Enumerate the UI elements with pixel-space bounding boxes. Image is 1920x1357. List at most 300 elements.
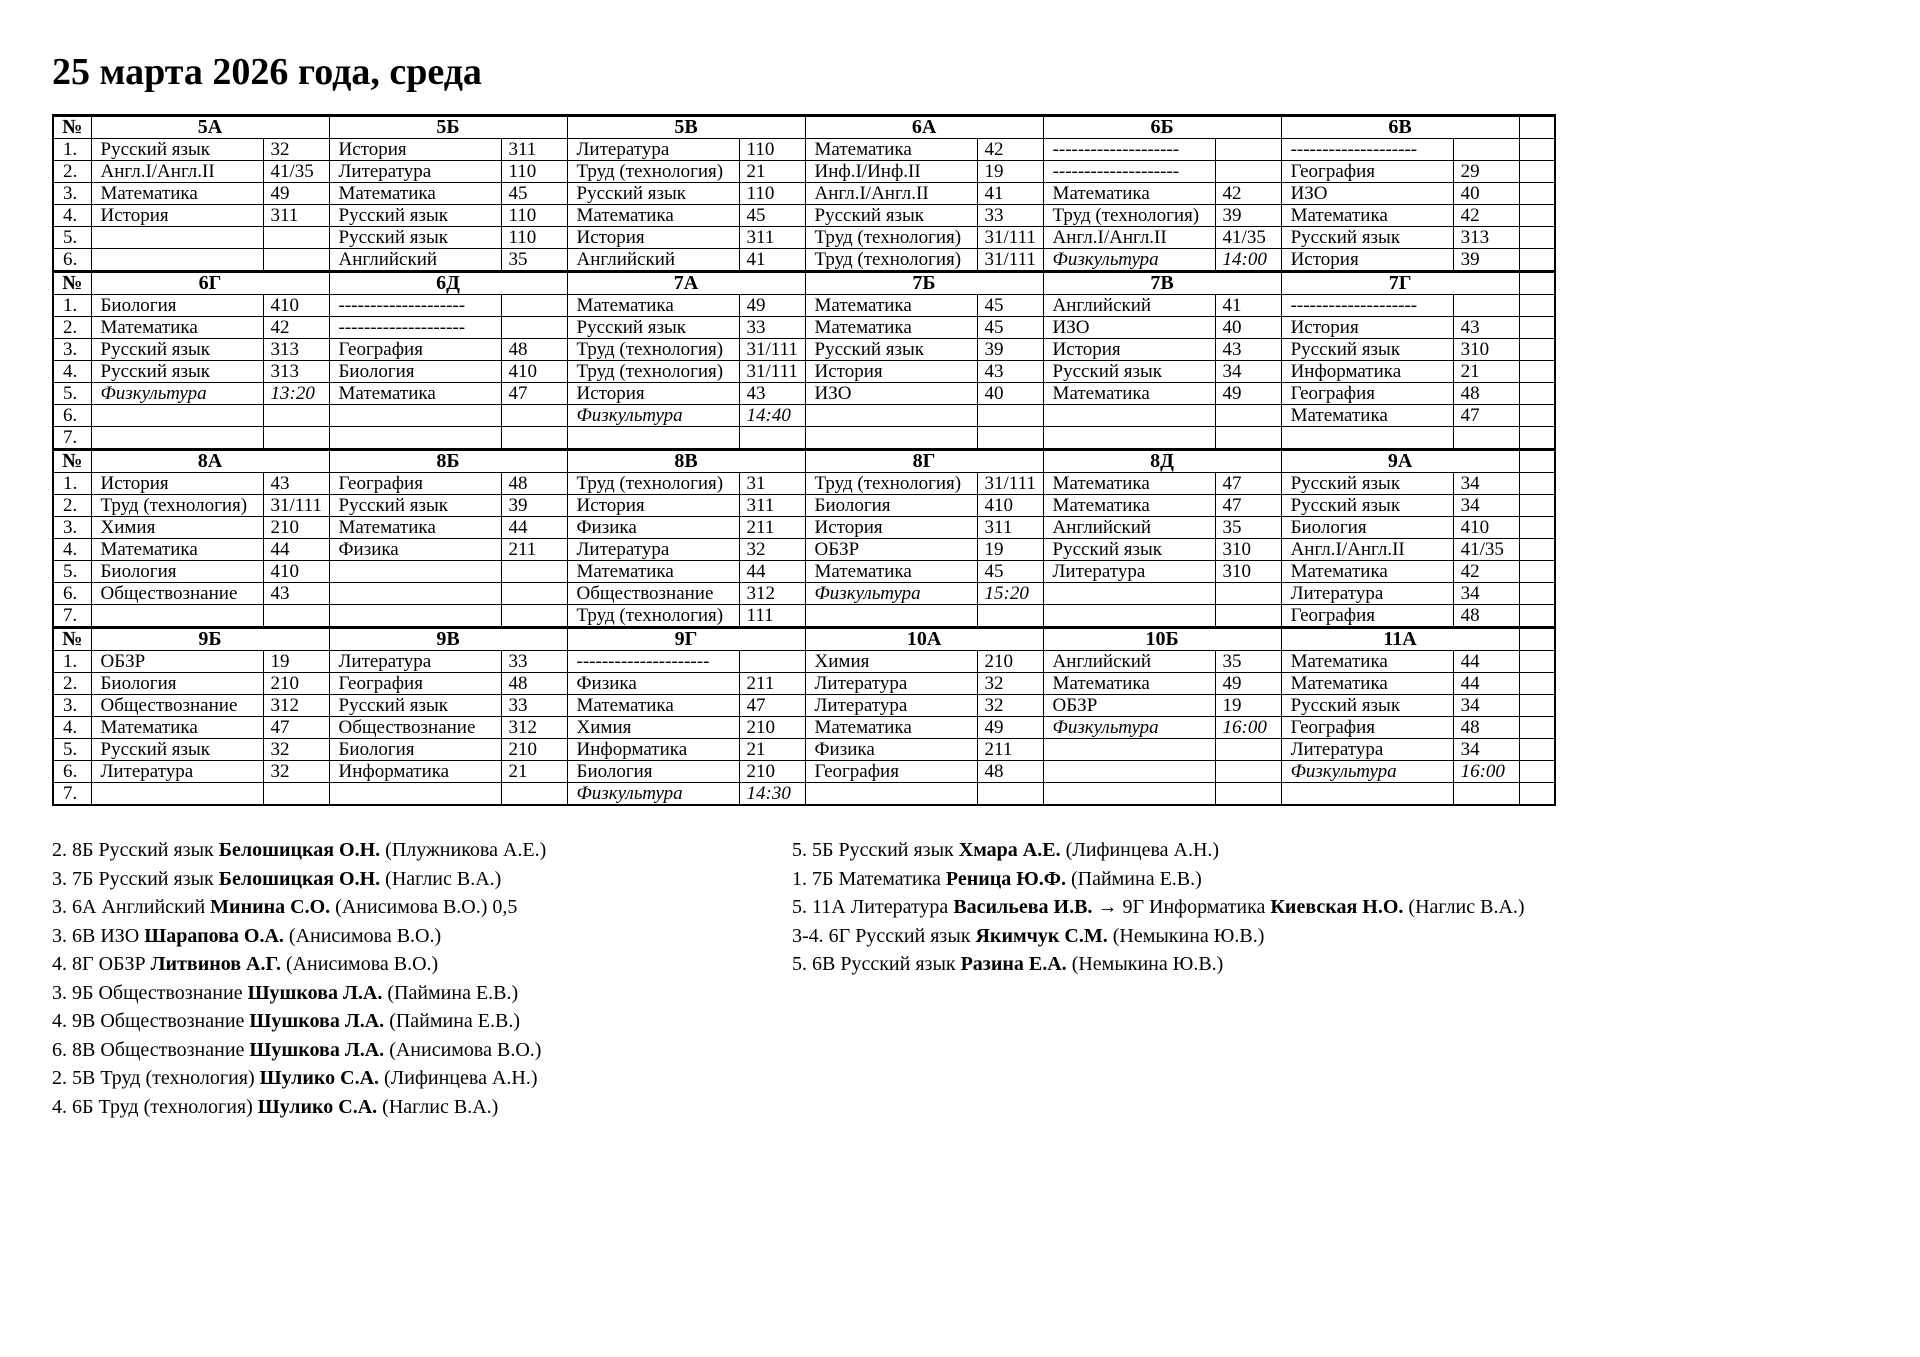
subject-cell: Труд (технология)	[805, 473, 977, 495]
subject-cell: --------------------	[329, 317, 501, 339]
subject-cell: Русский язык	[567, 317, 739, 339]
subject-cell: Английский	[1043, 651, 1215, 673]
class-header: 7А	[567, 272, 805, 295]
note-text: (Лифинцева А.Н.)	[1060, 839, 1220, 861]
note-text: 5. 6В Русский язык	[792, 953, 961, 975]
subject-cell: Литература	[329, 161, 501, 183]
subject-cell: Биология	[329, 361, 501, 383]
room-cell	[1215, 427, 1281, 450]
room-cell: 47	[1215, 495, 1281, 517]
subject-cell	[1043, 739, 1215, 761]
substitution-note	[52, 1093, 792, 1122]
room-cell: 19	[263, 651, 329, 673]
spare-cell	[1519, 405, 1555, 427]
lesson-number-header: №	[53, 628, 91, 651]
note-text: (Паймина Е.В.)	[384, 1010, 521, 1032]
teacher-name: Шарапова О.А.	[144, 924, 284, 947]
note-text: → 9Г Информатика	[1092, 896, 1271, 918]
subject-cell: Информатика	[1281, 361, 1453, 383]
subject-cell: Математика	[91, 539, 263, 561]
subject-cell: История	[567, 227, 739, 249]
subject-cell: Труд (технология)	[805, 249, 977, 272]
note-text: (Наглис В.А.)	[1403, 896, 1525, 918]
room-cell	[263, 783, 329, 806]
subject-cell: Русский язык	[329, 695, 501, 717]
subject-cell: Физкультура	[1043, 249, 1215, 272]
subject-cell: Химия	[91, 517, 263, 539]
spare-cell	[1519, 673, 1555, 695]
subject-cell: Труд (технология)	[567, 473, 739, 495]
spare-cell	[1519, 295, 1555, 317]
class-header: 8В	[567, 450, 805, 473]
room-cell: 210	[263, 517, 329, 539]
subject-cell: Физика	[567, 517, 739, 539]
subject-cell: Математика	[329, 517, 501, 539]
subject-cell: Математика	[91, 717, 263, 739]
room-cell: 48	[977, 761, 1043, 783]
subject-cell: Физкультура	[1281, 761, 1453, 783]
room-cell: 45	[977, 295, 1043, 317]
room-cell: 211	[739, 673, 805, 695]
room-cell: 32	[263, 761, 329, 783]
lesson-number: 3.	[53, 183, 91, 205]
room-cell: 41/35	[263, 161, 329, 183]
teacher-name: Шулико С.А.	[259, 1067, 380, 1089]
note-text: 1. 7Б Математика	[792, 867, 946, 890]
room-cell: 34	[1453, 695, 1519, 717]
room-cell: 21	[501, 761, 567, 783]
teacher-name: Шушкова Л.А.	[249, 1010, 385, 1032]
room-cell: 44	[263, 539, 329, 561]
lesson-number: 2.	[53, 673, 91, 695]
timetable	[52, 114, 1556, 806]
class-header: 9Г	[567, 628, 805, 651]
room-cell: 49	[977, 717, 1043, 739]
room-cell	[1215, 139, 1281, 161]
subject-cell: Русский язык	[1281, 695, 1453, 717]
substitution-note	[52, 836, 792, 865]
note-text: (Паймина Е.В.)	[1065, 867, 1202, 890]
spare-cell	[1519, 539, 1555, 561]
note-text: 4. 6Б Труд (технология)	[52, 1095, 258, 1118]
spare-cell	[1519, 717, 1555, 739]
subject-cell	[1281, 427, 1453, 450]
room-cell: 33	[501, 695, 567, 717]
room-cell: 19	[977, 161, 1043, 183]
room-cell: 14:30	[739, 783, 805, 806]
lesson-row	[53, 317, 1555, 339]
subject-cell: Физкультура	[567, 405, 739, 427]
subject-cell: Русский язык	[91, 361, 263, 383]
room-cell: 21	[739, 161, 805, 183]
lesson-number: 6.	[53, 405, 91, 427]
subject-cell: Литература	[805, 695, 977, 717]
substitution-note	[52, 1007, 792, 1036]
subject-cell: География	[1281, 717, 1453, 739]
room-cell: 31/111	[977, 473, 1043, 495]
room-cell	[1215, 161, 1281, 183]
room-cell: 210	[739, 717, 805, 739]
subject-cell: Биология	[91, 673, 263, 695]
spare-cell	[1519, 361, 1555, 383]
subject-cell: Англ.I/Англ.II	[1043, 227, 1215, 249]
subject-cell: География	[1281, 161, 1453, 183]
room-cell: 15:20	[977, 583, 1043, 605]
room-cell: 43	[263, 473, 329, 495]
subject-cell: Химия	[805, 651, 977, 673]
room-cell	[263, 405, 329, 427]
substitution-note	[792, 865, 1692, 894]
room-cell: 39	[1215, 205, 1281, 227]
room-cell: 33	[501, 651, 567, 673]
note-text: 3. 9Б Обществознание	[52, 981, 248, 1004]
room-cell: 39	[501, 495, 567, 517]
subject-cell: История	[567, 383, 739, 405]
subject-cell: ИЗО	[1281, 183, 1453, 205]
subject-cell: Математика	[329, 383, 501, 405]
lesson-number: 4.	[53, 717, 91, 739]
lesson-number-header: №	[53, 450, 91, 473]
room-cell: 39	[977, 339, 1043, 361]
notes-left-column	[52, 836, 792, 1121]
subject-cell: Русский язык	[1281, 227, 1453, 249]
subject-cell: География	[329, 673, 501, 695]
subject-cell: Математика	[91, 317, 263, 339]
subject-cell: География	[329, 339, 501, 361]
spare-cell	[1519, 227, 1555, 249]
lesson-number: 4.	[53, 361, 91, 383]
subject-cell: Русский язык	[1281, 473, 1453, 495]
class-header: 5А	[91, 116, 329, 139]
room-cell: 29	[1453, 161, 1519, 183]
room-cell: 312	[739, 583, 805, 605]
spare-cell	[1519, 695, 1555, 717]
lesson-row	[53, 673, 1555, 695]
room-cell: 47	[1215, 473, 1281, 495]
room-cell: 43	[977, 361, 1043, 383]
lesson-number: 1.	[53, 651, 91, 673]
subject-cell	[329, 605, 501, 628]
room-cell: 39	[1453, 249, 1519, 272]
subject-cell: География	[1281, 605, 1453, 628]
room-cell: 311	[263, 205, 329, 227]
note-text: 2. 8Б Русский язык	[52, 839, 219, 861]
subject-cell: Англ.I/Англ.II	[1281, 539, 1453, 561]
room-cell: 33	[977, 205, 1043, 227]
note-text: (Анисимова В.О.)	[280, 953, 439, 975]
room-cell	[501, 783, 567, 806]
subject-cell: Физика	[567, 673, 739, 695]
room-cell: 14:00	[1215, 249, 1281, 272]
lesson-number: 2.	[53, 161, 91, 183]
room-cell	[501, 583, 567, 605]
class-header: 11А	[1281, 628, 1519, 651]
subject-cell: Труд (технология)	[567, 339, 739, 361]
substitution-note	[792, 950, 1692, 979]
subject-cell: Русский язык	[1043, 539, 1215, 561]
subject-cell: ---------------------	[567, 651, 739, 673]
room-cell	[501, 427, 567, 450]
note-text: 3-4. 6Г Русский язык	[792, 924, 976, 947]
substitution-note	[52, 893, 792, 922]
subject-cell: Математика	[1043, 183, 1215, 205]
subject-cell: --------------------	[1281, 139, 1453, 161]
subject-cell: Математика	[567, 295, 739, 317]
note-text: (Немыкина Ю.В.)	[1066, 953, 1224, 975]
room-cell: 35	[501, 249, 567, 272]
room-cell: 410	[1453, 517, 1519, 539]
subject-cell	[91, 783, 263, 806]
note-text: 3. 6А Английский	[52, 896, 211, 918]
subject-cell: История	[1281, 317, 1453, 339]
room-cell: 21	[1453, 361, 1519, 383]
block-header-row	[53, 116, 1555, 139]
room-cell: 31/111	[263, 495, 329, 517]
note-text: 3. 6В ИЗО	[52, 924, 145, 947]
room-cell: 45	[739, 205, 805, 227]
subject-cell: История	[805, 517, 977, 539]
room-cell: 32	[739, 539, 805, 561]
subject-cell: Литература	[329, 651, 501, 673]
subject-cell: Литература	[1043, 561, 1215, 583]
room-cell: 45	[977, 317, 1043, 339]
room-cell: 42	[1453, 561, 1519, 583]
room-cell: 34	[1453, 739, 1519, 761]
subject-cell: --------------------	[329, 295, 501, 317]
block-header-row	[53, 272, 1555, 295]
subject-cell: География	[329, 473, 501, 495]
subject-cell: Английский	[567, 249, 739, 272]
subject-cell	[805, 783, 977, 806]
subject-cell: Русский язык	[91, 739, 263, 761]
subject-cell: Литература	[1281, 583, 1453, 605]
room-cell	[1215, 783, 1281, 806]
substitution-notes	[52, 836, 1920, 1121]
teacher-name: Минина С.О.	[210, 896, 331, 918]
spare-cell	[1519, 249, 1555, 272]
block-header-row	[53, 628, 1555, 651]
room-cell: 47	[1453, 405, 1519, 427]
substitution-note	[792, 893, 1692, 922]
room-cell: 41/35	[1453, 539, 1519, 561]
lesson-row	[53, 783, 1555, 806]
room-cell: 311	[739, 495, 805, 517]
subject-cell: ОБЗР	[91, 651, 263, 673]
subject-cell: Биология	[329, 739, 501, 761]
room-cell: 211	[501, 539, 567, 561]
subject-cell: Англ.I/Англ.II	[91, 161, 263, 183]
room-cell: 31/111	[977, 249, 1043, 272]
substitution-note	[52, 979, 792, 1008]
subject-cell	[805, 405, 977, 427]
subject-cell: Математика	[567, 695, 739, 717]
subject-cell: Английский	[1043, 295, 1215, 317]
room-cell: 16:00	[1453, 761, 1519, 783]
subject-cell: Математика	[1043, 673, 1215, 695]
spare-cell	[1519, 183, 1555, 205]
room-cell: 410	[977, 495, 1043, 517]
class-header: 9А	[1281, 450, 1519, 473]
subject-cell	[329, 561, 501, 583]
room-cell: 41	[977, 183, 1043, 205]
room-cell: 35	[1215, 517, 1281, 539]
subject-cell: Биология	[91, 295, 263, 317]
subject-cell: Физкультура	[1043, 717, 1215, 739]
spare-cell	[1519, 161, 1555, 183]
room-cell: 32	[263, 739, 329, 761]
subject-cell: Математика	[1043, 473, 1215, 495]
note-text: 5. 11А Литература	[792, 896, 954, 918]
room-cell: 211	[977, 739, 1043, 761]
subject-cell: ОБЗР	[805, 539, 977, 561]
subject-cell	[91, 427, 263, 450]
room-cell	[1453, 783, 1519, 806]
subject-cell: Математика	[329, 183, 501, 205]
room-cell: 45	[501, 183, 567, 205]
lesson-row	[53, 539, 1555, 561]
class-header: 8Д	[1043, 450, 1281, 473]
teacher-name: Шулико С.А.	[257, 1095, 378, 1118]
note-text: 4. 9В Обществознание	[52, 1010, 250, 1032]
timetable-body	[53, 116, 1555, 806]
room-cell: 110	[501, 161, 567, 183]
note-text: (Плужникова А.Е.)	[380, 839, 547, 861]
room-cell	[501, 317, 567, 339]
page-title: 25 марта 2026 года, среда	[52, 51, 482, 93]
room-cell: 110	[739, 139, 805, 161]
lesson-row	[53, 695, 1555, 717]
subject-cell: Обществознание	[567, 583, 739, 605]
room-cell: 44	[1453, 651, 1519, 673]
room-cell: 210	[977, 651, 1043, 673]
subject-cell	[91, 227, 263, 249]
lesson-row	[53, 739, 1555, 761]
room-cell	[501, 405, 567, 427]
substitution-note	[52, 865, 792, 894]
teacher-name: Хмара А.Е.	[958, 839, 1061, 861]
room-cell: 45	[977, 561, 1043, 583]
room-cell	[1215, 761, 1281, 783]
subject-cell	[329, 427, 501, 450]
room-cell: 42	[263, 317, 329, 339]
room-cell: 47	[739, 695, 805, 717]
room-cell: 32	[977, 673, 1043, 695]
subject-cell: Русский язык	[1281, 339, 1453, 361]
room-cell: 313	[263, 339, 329, 361]
class-header: 10А	[805, 628, 1043, 651]
room-cell: 310	[1215, 561, 1281, 583]
room-cell	[263, 249, 329, 272]
class-header: 10Б	[1043, 628, 1281, 651]
subject-cell	[329, 405, 501, 427]
subject-cell: Обществознание	[91, 583, 263, 605]
subject-cell: Биология	[91, 561, 263, 583]
room-cell	[501, 561, 567, 583]
room-cell: 313	[263, 361, 329, 383]
class-header: 7В	[1043, 272, 1281, 295]
subject-cell: Математика	[805, 317, 977, 339]
subject-cell: История	[329, 139, 501, 161]
subject-cell: Труд (технология)	[805, 227, 977, 249]
room-cell: 47	[501, 383, 567, 405]
lesson-number: 1.	[53, 295, 91, 317]
spare-cell	[1519, 473, 1555, 495]
subject-cell: --------------------	[1043, 139, 1215, 161]
substitution-note	[52, 1064, 792, 1093]
subject-cell	[1043, 583, 1215, 605]
note-text: 2. 5В Труд (технология)	[52, 1067, 260, 1089]
teacher-name: Киевская Н.О.	[1270, 896, 1404, 918]
room-cell: 42	[1453, 205, 1519, 227]
substitution-note	[792, 922, 1692, 951]
subject-cell: ИЗО	[805, 383, 977, 405]
lesson-number: 5.	[53, 227, 91, 249]
room-cell	[501, 605, 567, 628]
subject-cell: Физкультура	[805, 583, 977, 605]
subject-cell	[1281, 783, 1453, 806]
room-cell: 49	[1215, 383, 1281, 405]
room-cell: 16:00	[1215, 717, 1281, 739]
class-header: 7Г	[1281, 272, 1519, 295]
subject-cell: Математика	[805, 561, 977, 583]
substitution-note	[52, 1036, 792, 1065]
room-cell: 311	[739, 227, 805, 249]
room-cell: 48	[501, 339, 567, 361]
subject-cell: Физика	[805, 739, 977, 761]
lesson-row	[53, 517, 1555, 539]
subject-cell: Математика	[567, 205, 739, 227]
subject-cell: История	[805, 361, 977, 383]
room-cell: 42	[1215, 183, 1281, 205]
room-cell: 410	[263, 561, 329, 583]
subject-cell: Инф.I/Инф.II	[805, 161, 977, 183]
subject-cell: Труд (технология)	[1043, 205, 1215, 227]
room-cell: 40	[1215, 317, 1281, 339]
room-cell: 49	[739, 295, 805, 317]
subject-cell: Информатика	[567, 739, 739, 761]
lesson-number-header: №	[53, 272, 91, 295]
lesson-row	[53, 249, 1555, 272]
subject-cell	[805, 605, 977, 628]
subject-cell: Англ.I/Англ.II	[805, 183, 977, 205]
room-cell: 210	[739, 761, 805, 783]
subject-cell: Обществознание	[329, 717, 501, 739]
substitution-note	[792, 836, 1692, 865]
subject-cell: Русский язык	[1281, 495, 1453, 517]
subject-cell: Химия	[567, 717, 739, 739]
subject-cell	[329, 583, 501, 605]
teacher-name: Якимчук С.М.	[975, 924, 1108, 947]
lesson-number: 3.	[53, 517, 91, 539]
note-text: (Анисимова В.О.) 0,5	[330, 896, 518, 918]
room-cell	[977, 427, 1043, 450]
room-cell: 48	[1453, 717, 1519, 739]
lesson-row	[53, 495, 1555, 517]
room-cell: 31	[739, 473, 805, 495]
subject-cell: Информатика	[329, 761, 501, 783]
spare-header	[1519, 450, 1555, 473]
class-header: 5В	[567, 116, 805, 139]
note-text: (Лифинцева А.Н.)	[379, 1067, 538, 1089]
room-cell: 43	[263, 583, 329, 605]
subject-cell: Труд (технология)	[91, 495, 263, 517]
subject-cell: Физкультура	[567, 783, 739, 806]
spare-cell	[1519, 583, 1555, 605]
note-text: 6. 8В Обществознание	[52, 1038, 250, 1061]
note-text: 4. 8Г ОБЗР	[52, 953, 151, 975]
room-cell: 410	[263, 295, 329, 317]
subject-cell: История	[1281, 249, 1453, 272]
